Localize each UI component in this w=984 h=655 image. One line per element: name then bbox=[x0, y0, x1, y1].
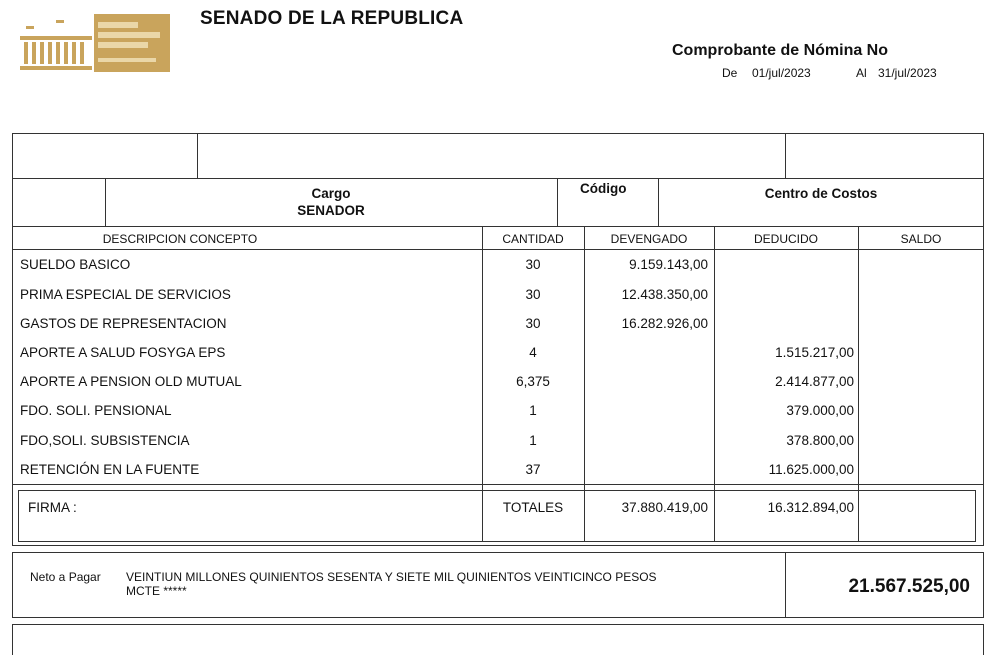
row-cantidad: 37 bbox=[525, 462, 541, 477]
logo-plate bbox=[94, 14, 170, 72]
row-concepto: RETENCIÓN EN LA FUENTE bbox=[20, 462, 200, 477]
row-deducido: 379.000,00 bbox=[786, 403, 854, 418]
neto-words-line2: MCTE ***** bbox=[126, 584, 187, 598]
header-cantidad: CANTIDAD bbox=[502, 232, 564, 246]
row-cantidad: 6,375 bbox=[516, 374, 550, 389]
footer-box bbox=[12, 624, 984, 655]
totals-vline bbox=[482, 490, 483, 542]
totales-label: TOTALES bbox=[502, 500, 564, 515]
row-cantidad: 4 bbox=[529, 345, 537, 360]
row-cantidad: 30 bbox=[525, 316, 541, 331]
row-concepto: FDO,SOLI. SUBSISTENCIA bbox=[20, 433, 190, 448]
row-deducido: 11.625.000,00 bbox=[768, 462, 854, 477]
row-devengado: 12.438.350,00 bbox=[621, 287, 708, 302]
cargo-label: Cargo bbox=[311, 186, 351, 201]
row-concepto: APORTE A SALUD FOSYGA EPS bbox=[20, 345, 226, 360]
row-deducido: 2.414.877,00 bbox=[775, 374, 854, 389]
row-cantidad: 1 bbox=[529, 433, 537, 448]
header-deducido: DEDUCIDO bbox=[753, 232, 818, 246]
to-label: Al bbox=[856, 66, 867, 80]
header-devengado: DEVENGADO bbox=[610, 232, 688, 246]
senado-logo bbox=[20, 14, 170, 72]
row-deducido: 1.515.217,00 bbox=[775, 345, 854, 360]
header-saldo: SALDO bbox=[900, 232, 942, 246]
row-devengado: 9.159.143,00 bbox=[629, 257, 708, 272]
voucher-title: Comprobante de Nómina No bbox=[672, 42, 889, 59]
from-label: De bbox=[722, 66, 738, 80]
row-concepto: FDO. SOLI. PENSIONAL bbox=[20, 403, 172, 418]
neto-amount: 21.567.525,00 bbox=[848, 576, 970, 597]
row-deducido: 378.800,00 bbox=[786, 433, 854, 448]
codigo-label: Código bbox=[580, 181, 627, 196]
info-divider bbox=[12, 178, 984, 179]
deducido-total: 16.312.894,00 bbox=[767, 500, 854, 515]
devengado-total: 37.880.419,00 bbox=[621, 500, 708, 515]
neto-words-line1: VEINTIUN MILLONES QUINIENTOS SESENTA Y SIETE MIL QUINIENTOS VEINTICINCO PESOS bbox=[126, 570, 657, 584]
info-vline-4 bbox=[557, 178, 558, 227]
row-concepto: APORTE A PENSION OLD MUTUAL bbox=[20, 374, 242, 389]
row-cantidad: 30 bbox=[525, 257, 541, 272]
row-cantidad: 1 bbox=[529, 403, 537, 418]
from-date: 01/jul/2023 bbox=[752, 66, 811, 80]
row-devengado: 16.282.926,00 bbox=[621, 316, 708, 331]
info-vline-2 bbox=[785, 133, 786, 178]
neto-vline bbox=[785, 552, 786, 618]
header-descripcion: DESCRIPCION CONCEPTO bbox=[102, 232, 258, 246]
row-concepto: SUELDO BASICO bbox=[20, 257, 131, 272]
info-vline-1 bbox=[197, 133, 198, 178]
firma-label: FIRMA : bbox=[28, 500, 77, 515]
signature-box bbox=[18, 490, 976, 542]
table-header-line bbox=[12, 249, 984, 250]
cargo-value: SENADOR bbox=[297, 203, 365, 218]
to-date: 31/jul/2023 bbox=[878, 66, 937, 80]
centro-costos-label: Centro de Costos bbox=[764, 186, 878, 201]
row-concepto: GASTOS DE REPRESENTACION bbox=[20, 316, 227, 331]
row-cantidad: 30 bbox=[525, 287, 541, 302]
table-vline-left bbox=[12, 227, 13, 490]
row-concepto: PRIMA ESPECIAL DE SERVICIOS bbox=[20, 287, 231, 302]
page-title: SENADO DE LA REPUBLICA bbox=[200, 8, 464, 29]
neto-label: Neto a Pagar bbox=[30, 570, 101, 584]
capitol-icon bbox=[20, 14, 92, 72]
